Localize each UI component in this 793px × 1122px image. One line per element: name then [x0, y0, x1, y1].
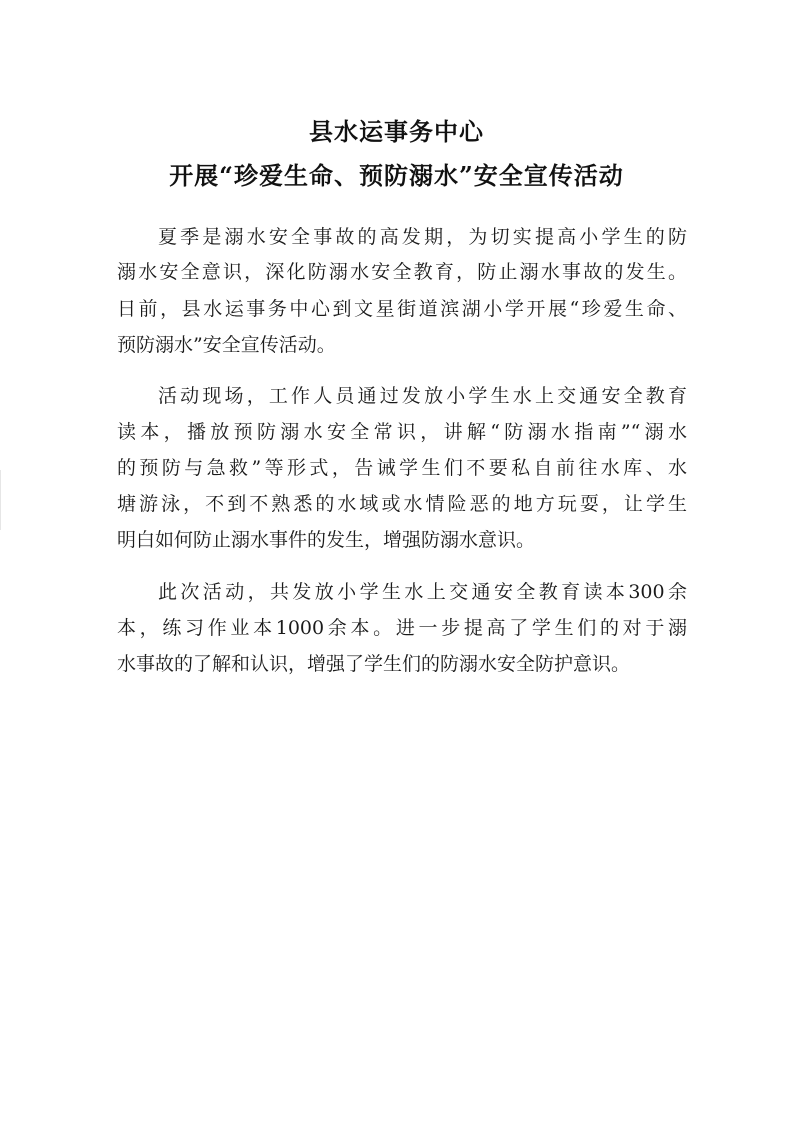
scan-edge-mark [0, 470, 1, 530]
paragraph-line: 本，练习作业本1000余本。进一步提高了学生们的对于溺 [117, 617, 687, 639]
paragraph-line: 夏季是溺水安全事故的高发期，为切实提高小学生的防 [158, 226, 687, 248]
paragraph-line: 水事故的了解和认识，增强了学生们的防溺水安全防护意识。 [117, 653, 631, 675]
paragraph-line: 明白如何防止溺水事件的发生，增强防溺水意识。 [117, 529, 536, 551]
paragraph-line: 此次活动，共发放小学生水上交通安全教育读本300余 [158, 581, 687, 603]
document-title-line-1: 县水运事务中心 [309, 117, 484, 146]
paragraph-line: 塘游泳，不到不熟悉的水域或水情险恶的地方玩耍，让学生 [117, 493, 687, 515]
paragraph-line: 读本，播放预防溺水安全常识，讲解“防溺水指南”“溺水 [117, 421, 687, 443]
document-title-line-2: 开展“珍爱生命、预防溺水”安全宣传活动 [169, 161, 624, 190]
paragraph-line: 活动现场，工作人员通过发放小学生水上交通安全教育 [158, 385, 687, 407]
paragraph-line: 预防溺水”安全宣传活动。 [117, 334, 336, 356]
paragraph-line: 的预防与急救”等形式，告诫学生们不要私自前往水库、水 [117, 457, 687, 479]
paragraph-line: 日前，县水运事务中心到文星街道滨湖小学开展“珍爱生命、 [117, 298, 687, 320]
paragraph-line: 溺水安全意识，深化防溺水安全教育，防止溺水事故的发生。 [117, 261, 687, 283]
